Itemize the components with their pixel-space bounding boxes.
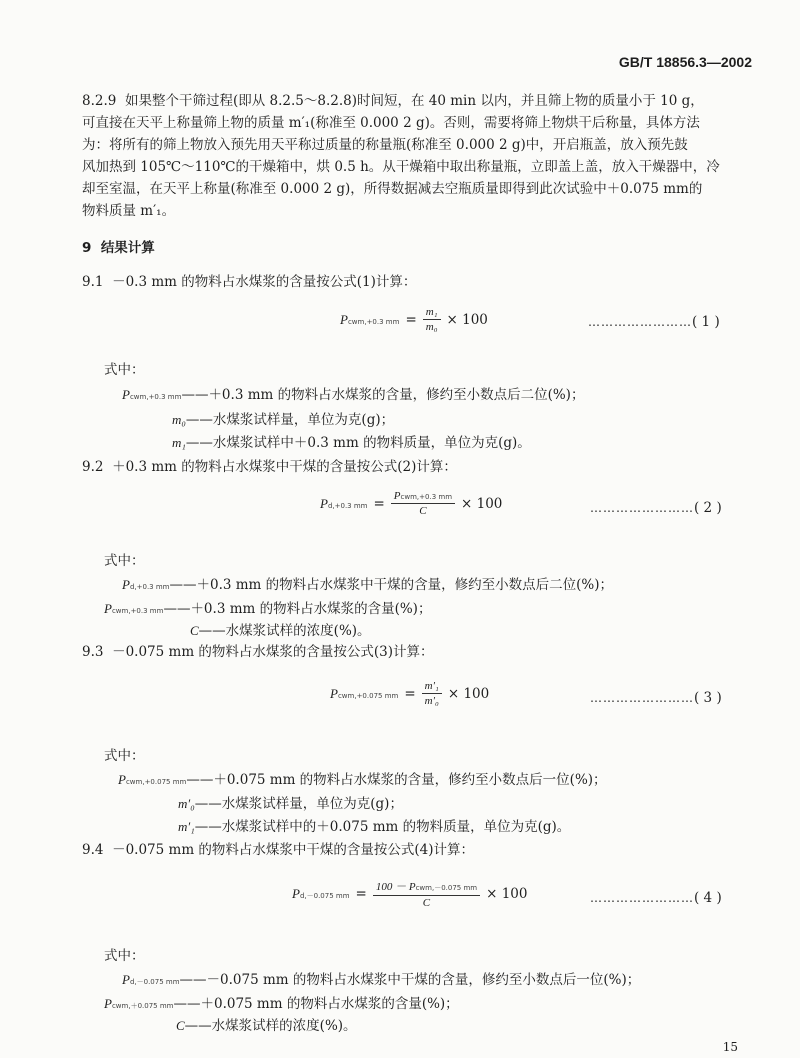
where-label: 式中：: [104, 948, 145, 964]
paragraph-line: 可直接在天平上称量筛上物的质量 m′₁(称准至 0.000 2 g)。否则，需要将筛上物烘干后称量，具体方法: [82, 115, 700, 131]
definition-row: m₁——水煤浆试样中＋0.3 mm 的物料质量，单位为克(g)。: [172, 435, 531, 451]
equation-lhs: Pcwm,+0.3 mm: [340, 311, 400, 327]
equation-3: Pcwm,+0.075 mm = $\frac{\text{m′₁}}{\text{m′₀}}$ × 100: [330, 680, 490, 707]
paragraph-line: 却至室温，在天平上称量(称准至 0.000 2 g)，所得数据减去空瓶质量即得到此次试验中＋0.075 mm的: [82, 181, 703, 197]
definition-row: Pcwm,+0.3 mm——＋0.3 mm 的物料占水煤浆的含量(%)；: [104, 601, 432, 617]
paragraph-line: 物料质量 m′₁。: [82, 203, 176, 219]
equation-number: ……………………( 1 ): [588, 314, 720, 330]
definition-row: Pcwm,+0.075 mm——＋0.075 mm 的物料占水煤浆的含量，修约至小数点后一位(%)；: [118, 772, 607, 788]
page-number: 15: [722, 1040, 738, 1054]
fraction: $\frac{\text{m₁}}{\text{m₀}}$: [423, 306, 441, 333]
fraction: $\frac{\text{m′₁}}{\text{m′₀}}$: [422, 680, 442, 707]
paragraph-line: 风加热到 105℃～110℃的干燥箱中，烘 0.5 h。从干燥箱中取出称量瓶，立即盖上盖，放入干燥器中，冷: [82, 159, 720, 175]
standard-number: GB/T 18856.3—2002: [618, 54, 752, 70]
definition-row: m′₀——水煤浆试样量，单位为克(g)；: [178, 796, 403, 812]
equation-1: Pcwm,+0.3 mm = $\frac{\text{m₁}}{\text{m₀}}$ × 100: [340, 306, 488, 333]
clause-9-3-intro: 9.3 －0.075 mm 的物料占水煤浆的含量按公式(3)计算：: [82, 644, 434, 660]
definition-row: Pcwm,+0.3 mm——＋0.3 mm 的物料占水煤浆的含量，修约至小数点后二位(%)；: [122, 387, 585, 403]
clause-9-1-intro: 9.1 －0.3 mm 的物料占水煤浆的含量按公式(1)计算：: [82, 274, 417, 290]
equation-lhs: Pcwm,+0.075 mm: [330, 685, 399, 701]
section-heading: 9 结果计算: [82, 240, 155, 256]
fraction: $\frac{\text{Pcwm,+0.3 mm}}{C}$: [391, 490, 455, 517]
definition-row: m′₁——水煤浆试样中的＋0.075 mm 的物料质量，单位为克(g)。: [178, 819, 571, 835]
equation-4: Pd,－0.075 mm = $\frac{\text{100 － Pcwm,－0.075 mm}}{C}$ × 100: [292, 878, 527, 909]
equation-lhs: Pd,+0.3 mm: [320, 495, 368, 511]
equation-number: ……………………( 4 ): [590, 890, 722, 906]
definition-row: m₀——水煤浆试样量，单位为克(g)；: [172, 412, 395, 428]
definition-row: Pcwm,＋0.075 mm——＋0.075 mm 的物料占水煤浆的含量(%)；: [104, 996, 459, 1012]
paragraph-line: 为：将所有的筛上物放入预先用天平称过质量的称量瓶(称准至 0.000 2 g)中，开启瓶盖，放入预先鼓: [82, 137, 688, 153]
definition-row: Pd,+0.3 mm——＋0.3 mm 的物料占水煤浆中干煤的含量，修约至小数点后二位(%)；: [122, 577, 613, 593]
equation-number: ……………………( 3 ): [590, 690, 722, 706]
equation-lhs: Pd,－0.075 mm: [292, 885, 350, 901]
equation-number: ……………………( 2 ): [590, 500, 722, 516]
paragraph-line: 8.2.9 如果整个干筛过程(即从 8.2.5～8.2.8)时间短，在 40 min 以内，并且筛上物的质量小于 10 g，: [82, 93, 704, 109]
clause-9-4-intro: 9.4 －0.075 mm 的物料占水煤浆中干煤的含量按公式(4)计算：: [82, 842, 475, 858]
where-label: 式中：: [104, 362, 145, 378]
section-8-2-9: [82, 90, 720, 222]
definition-row: C——水煤浆试样的浓度(%)。: [190, 623, 371, 639]
fraction: $\frac{\text{100 － Pcwm,－0.075 mm}}{C}$: [373, 878, 480, 909]
clause-number: 8.2.9: [82, 93, 117, 109]
definition-row: Pd,－0.075 mm——－0.075 mm 的物料占水煤浆中干煤的含量，修约至小数点后一位(%)；: [122, 972, 641, 988]
where-label: 式中：: [104, 553, 145, 569]
equation-2: Pd,+0.3 mm = $\frac{\text{Pcwm,+0.3 mm}}{C}$ × 100: [320, 490, 503, 517]
where-label: 式中：: [104, 748, 145, 764]
clause-9-2-intro: 9.2 ＋0.3 mm 的物料占水煤浆中干煤的含量按公式(2)计算：: [82, 459, 457, 475]
definition-row: C——水煤浆试样的浓度(%)。: [176, 1018, 357, 1034]
